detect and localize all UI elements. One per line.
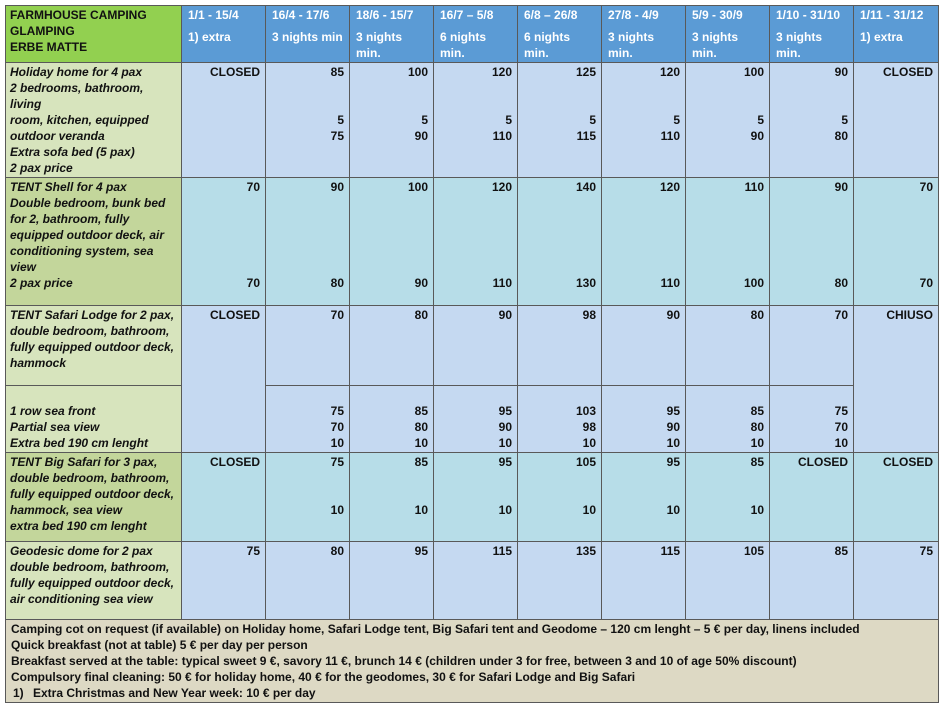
price-value: 90 — [666, 420, 680, 434]
accommodation-sublabel — [6, 386, 182, 453]
price-cell — [854, 63, 939, 178]
period-header — [854, 6, 939, 63]
price-table — [5, 5, 939, 703]
period-dates: 16/4 - 17/6 — [272, 8, 330, 22]
table-row — [6, 178, 939, 306]
price-value: 10 — [750, 503, 764, 517]
price-value: 80 — [414, 308, 428, 322]
price-value: 100 — [743, 276, 764, 290]
table-row — [6, 63, 939, 178]
price-cell — [350, 178, 434, 306]
price-cell — [770, 63, 854, 178]
price-cell — [518, 306, 602, 386]
price-value: CLOSED — [209, 65, 260, 79]
label-line: TENT Big Safari for 3 pax, — [10, 455, 158, 469]
accommodation-label — [6, 178, 182, 306]
note-line: Quick breakfast (not at table) 5 € per day per person — [11, 638, 308, 652]
header-row — [6, 6, 939, 63]
label-line: double bedroom, bathroom, — [10, 471, 170, 485]
footnote-text: Extra Christmas and New Year week: 10 € per day — [33, 686, 316, 700]
price-cell — [518, 542, 602, 620]
label-line: TENT Safari Lodge for 2 pax, — [10, 308, 175, 322]
price-cell — [770, 386, 854, 453]
price-value: 10 — [330, 503, 344, 517]
title-line: ERBE MATTE — [10, 40, 88, 54]
price-cell — [182, 542, 266, 620]
note-line: Camping cot on request (if available) on Holiday home, Safari Lodge tent, Big Safari tent and Geodome – 120 cm lenght – 5 € per day, linens included — [11, 622, 860, 636]
price-cell — [770, 306, 854, 386]
price-value: 5 — [337, 113, 344, 127]
price-value: 10 — [582, 436, 596, 450]
price-value: 10 — [582, 503, 596, 517]
price-cell — [518, 178, 602, 306]
label-line: fully equipped outdoor deck, — [10, 487, 175, 501]
price-value: 10 — [414, 503, 428, 517]
price-value: 85 — [750, 404, 764, 418]
price-value: 95 — [498, 455, 512, 469]
price-value: 110 — [660, 276, 680, 290]
price-value: 10 — [666, 503, 680, 517]
price-value: 90 — [330, 180, 344, 194]
period-note: 3 nights min. — [776, 30, 823, 60]
period-note: 1) extra — [860, 30, 903, 44]
footnote-marker: 1) — [13, 686, 24, 700]
price-value: 70 — [246, 276, 260, 290]
period-header — [686, 6, 770, 63]
period-dates: 18/6 - 15/7 — [356, 8, 414, 22]
label-line: TENT Shell for 4 pax — [10, 180, 127, 194]
period-note: 6 nights min. — [440, 30, 487, 60]
price-cell — [602, 386, 686, 453]
price-value: 5 — [757, 113, 764, 127]
price-value: 105 — [743, 544, 764, 558]
label-line: Geodesic dome for 2 pax — [10, 544, 153, 558]
price-cell — [602, 306, 686, 386]
price-cell — [350, 306, 434, 386]
price-cell — [434, 542, 518, 620]
label-line: 1 row sea front — [10, 404, 96, 418]
price-cell — [770, 453, 854, 542]
period-dates: 16/7 – 5/8 — [440, 8, 494, 22]
price-value: 10 — [498, 503, 512, 517]
notes-row — [6, 620, 939, 703]
accommodation-label — [6, 63, 182, 178]
label-line: Partial sea view — [10, 420, 100, 434]
document-title — [6, 6, 182, 63]
price-cell — [350, 386, 434, 453]
price-value: 75 — [330, 455, 344, 469]
price-value: 130 — [575, 276, 596, 290]
label-line: 2 pax price — [10, 161, 73, 175]
price-cell — [686, 306, 770, 386]
price-value: 120 — [659, 180, 680, 194]
period-note: 3 nights min. — [692, 30, 739, 60]
label-line: view — [10, 260, 37, 274]
price-value: 85 — [414, 404, 428, 418]
label-line: hammock, sea view — [10, 503, 123, 517]
label-line: hammock — [10, 356, 67, 370]
price-cell — [770, 542, 854, 620]
price-value: CHIUSO — [886, 308, 933, 322]
price-value: 110 — [492, 276, 512, 290]
price-cell — [434, 178, 518, 306]
label-line: conditioning system, sea — [10, 244, 154, 258]
price-cell — [686, 178, 770, 306]
price-cell — [266, 386, 350, 453]
price-value: CLOSED — [209, 455, 260, 469]
price-cell — [854, 306, 939, 453]
note-line: Compulsory final cleaning: 50 € for holiday home, 40 € for the geodomes, 30 € for Safari Lodge and Big Safari — [11, 670, 636, 684]
period-dates: 27/8 - 4/9 — [608, 8, 659, 22]
price-value: 120 — [491, 180, 512, 194]
label-line: extra bed 190 cm lenght — [10, 519, 147, 533]
table-row — [6, 453, 939, 542]
period-dates: 6/8 – 26/8 — [524, 8, 578, 22]
price-value: 70 — [834, 308, 848, 322]
price-value: 75 — [246, 544, 260, 558]
price-cell — [182, 306, 266, 453]
label-line: for 2, bathroom, fully — [10, 212, 130, 226]
price-cell — [686, 63, 770, 178]
price-cell — [434, 453, 518, 542]
period-header — [350, 6, 434, 63]
price-value: 10 — [330, 436, 344, 450]
price-value: 90 — [498, 420, 512, 434]
price-cell — [686, 453, 770, 542]
label-line: Double bedroom, bunk bed — [10, 196, 166, 210]
price-value: 85 — [330, 65, 344, 79]
price-cell — [602, 453, 686, 542]
period-note: 3 nights min — [272, 30, 343, 44]
label-line: Holiday home for 4 pax — [10, 65, 143, 79]
price-value: CLOSED — [882, 455, 933, 469]
price-cell — [434, 63, 518, 178]
price-cell — [182, 63, 266, 178]
notes-block — [6, 620, 939, 703]
price-value: 80 — [750, 420, 764, 434]
price-cell — [854, 542, 939, 620]
price-value: 80 — [834, 129, 848, 143]
price-value: 135 — [575, 544, 596, 558]
price-value: 10 — [834, 436, 848, 450]
price-cell — [266, 178, 350, 306]
price-cell — [602, 542, 686, 620]
price-value: 100 — [743, 65, 764, 79]
price-cell — [182, 178, 266, 306]
price-value: 98 — [582, 308, 596, 322]
price-value: 95 — [414, 544, 428, 558]
period-header — [602, 6, 686, 63]
price-value: 90 — [666, 308, 680, 322]
accommodation-label — [6, 453, 182, 542]
price-value: 5 — [421, 113, 428, 127]
price-value: 80 — [330, 276, 344, 290]
price-value: 70 — [330, 308, 344, 322]
period-dates: 1/11 - 31/12 — [860, 8, 924, 22]
period-note: 3 nights min. — [608, 30, 655, 60]
period-header — [518, 6, 602, 63]
price-value: 70 — [246, 180, 260, 194]
price-value: 90 — [834, 65, 848, 79]
price-cell — [518, 63, 602, 178]
price-value: 10 — [750, 436, 764, 450]
price-value: 80 — [834, 276, 848, 290]
price-value: 90 — [834, 180, 848, 194]
price-value: 75 — [330, 129, 344, 143]
label-line: outdoor veranda — [10, 129, 105, 143]
period-dates: 1/10 - 31/10 — [776, 8, 841, 22]
price-value: 95 — [666, 404, 680, 418]
price-value: 80 — [750, 308, 764, 322]
price-value: 100 — [407, 180, 428, 194]
period-header — [182, 6, 266, 63]
price-cell — [350, 453, 434, 542]
label-line: room, kitchen, equipped — [10, 113, 149, 127]
price-value: CLOSED — [882, 65, 933, 79]
period-dates: 5/9 - 30/9 — [692, 8, 743, 22]
accommodation-label — [6, 542, 182, 620]
price-value: 110 — [492, 129, 512, 143]
price-value: CLOSED — [797, 455, 848, 469]
table-row — [6, 306, 939, 386]
price-value: 80 — [414, 420, 428, 434]
price-cell — [266, 453, 350, 542]
price-value: 98 — [582, 420, 596, 434]
label-line: 2 pax price — [10, 276, 73, 290]
price-value: 85 — [414, 455, 428, 469]
price-cell — [266, 542, 350, 620]
price-value: 125 — [575, 65, 596, 79]
price-value: 90 — [414, 276, 428, 290]
price-value: 85 — [834, 544, 848, 558]
price-value: 120 — [659, 65, 680, 79]
label-line: double bedroom, bathroom, — [10, 324, 170, 338]
price-value: 103 — [575, 404, 596, 418]
price-value: 100 — [407, 65, 428, 79]
label-line: fully equipped outdoor deck, — [10, 576, 175, 590]
price-value: 110 — [660, 129, 680, 143]
label-line: Extra bed 190 cm lenght — [10, 436, 149, 450]
label-line: 2 bedrooms, bathroom, living — [10, 81, 144, 111]
price-value: 85 — [750, 455, 764, 469]
price-cell — [518, 386, 602, 453]
price-value: 5 — [505, 113, 512, 127]
price-value: 110 — [744, 180, 764, 194]
price-cell — [686, 542, 770, 620]
price-value: 70 — [330, 420, 344, 434]
price-value: 95 — [666, 455, 680, 469]
price-value: 90 — [750, 129, 764, 143]
price-value: 10 — [498, 436, 512, 450]
price-cell — [182, 453, 266, 542]
period-note: 3 nights min. — [356, 30, 403, 60]
price-value: CLOSED — [209, 308, 260, 322]
table-row — [6, 386, 939, 453]
price-value: 5 — [841, 113, 848, 127]
price-cell — [350, 542, 434, 620]
price-value: 90 — [414, 129, 428, 143]
price-value: 115 — [492, 544, 512, 558]
price-value: 70 — [834, 420, 848, 434]
label-line: equipped outdoor deck, air — [10, 228, 165, 242]
price-value: 105 — [575, 455, 596, 469]
price-cell — [266, 63, 350, 178]
price-value: 140 — [575, 180, 596, 194]
price-cell — [686, 386, 770, 453]
period-header — [434, 6, 518, 63]
price-value: 115 — [660, 544, 680, 558]
price-cell — [434, 306, 518, 386]
period-dates: 1/1 - 15/4 — [188, 8, 239, 22]
price-value: 10 — [666, 436, 680, 450]
price-value: 80 — [330, 544, 344, 558]
label-line: fully equipped outdoor deck, — [10, 340, 175, 354]
price-value: 75 — [919, 544, 933, 558]
price-value: 75 — [834, 404, 848, 418]
label-line: air conditioning sea view — [10, 592, 153, 606]
price-cell — [602, 178, 686, 306]
price-value: 70 — [919, 276, 933, 290]
table-row — [6, 542, 939, 620]
title-line: GLAMPING — [10, 24, 75, 38]
price-value: 75 — [330, 404, 344, 418]
price-value: 70 — [919, 180, 933, 194]
accommodation-label — [6, 306, 182, 386]
price-cell — [854, 178, 939, 306]
price-value: 5 — [673, 113, 680, 127]
price-value: 120 — [491, 65, 512, 79]
price-value: 95 — [498, 404, 512, 418]
price-value: 115 — [576, 129, 596, 143]
price-cell — [350, 63, 434, 178]
price-value: 5 — [589, 113, 596, 127]
price-cell — [434, 386, 518, 453]
period-header — [266, 6, 350, 63]
price-cell — [518, 453, 602, 542]
price-value: 90 — [498, 308, 512, 322]
period-header — [770, 6, 854, 63]
price-cell — [770, 178, 854, 306]
label-line: Extra sofa bed (5 pax) — [10, 145, 135, 159]
period-note: 6 nights min. — [524, 30, 571, 60]
footnote — [11, 685, 933, 701]
note-line: Breakfast served at the table: typical sweet 9 €, savory 11 €, brunch 14 € (children under 3 for free, between 3 and 10 of age 50% discount) — [11, 654, 797, 668]
period-note: 1) extra — [188, 30, 231, 44]
label-line: double bedroom, bathroom, — [10, 560, 170, 574]
price-value: 10 — [414, 436, 428, 450]
price-cell — [602, 63, 686, 178]
title-line: FARMHOUSE CAMPING — [10, 8, 147, 22]
price-cell — [266, 306, 350, 386]
price-cell — [854, 453, 939, 542]
